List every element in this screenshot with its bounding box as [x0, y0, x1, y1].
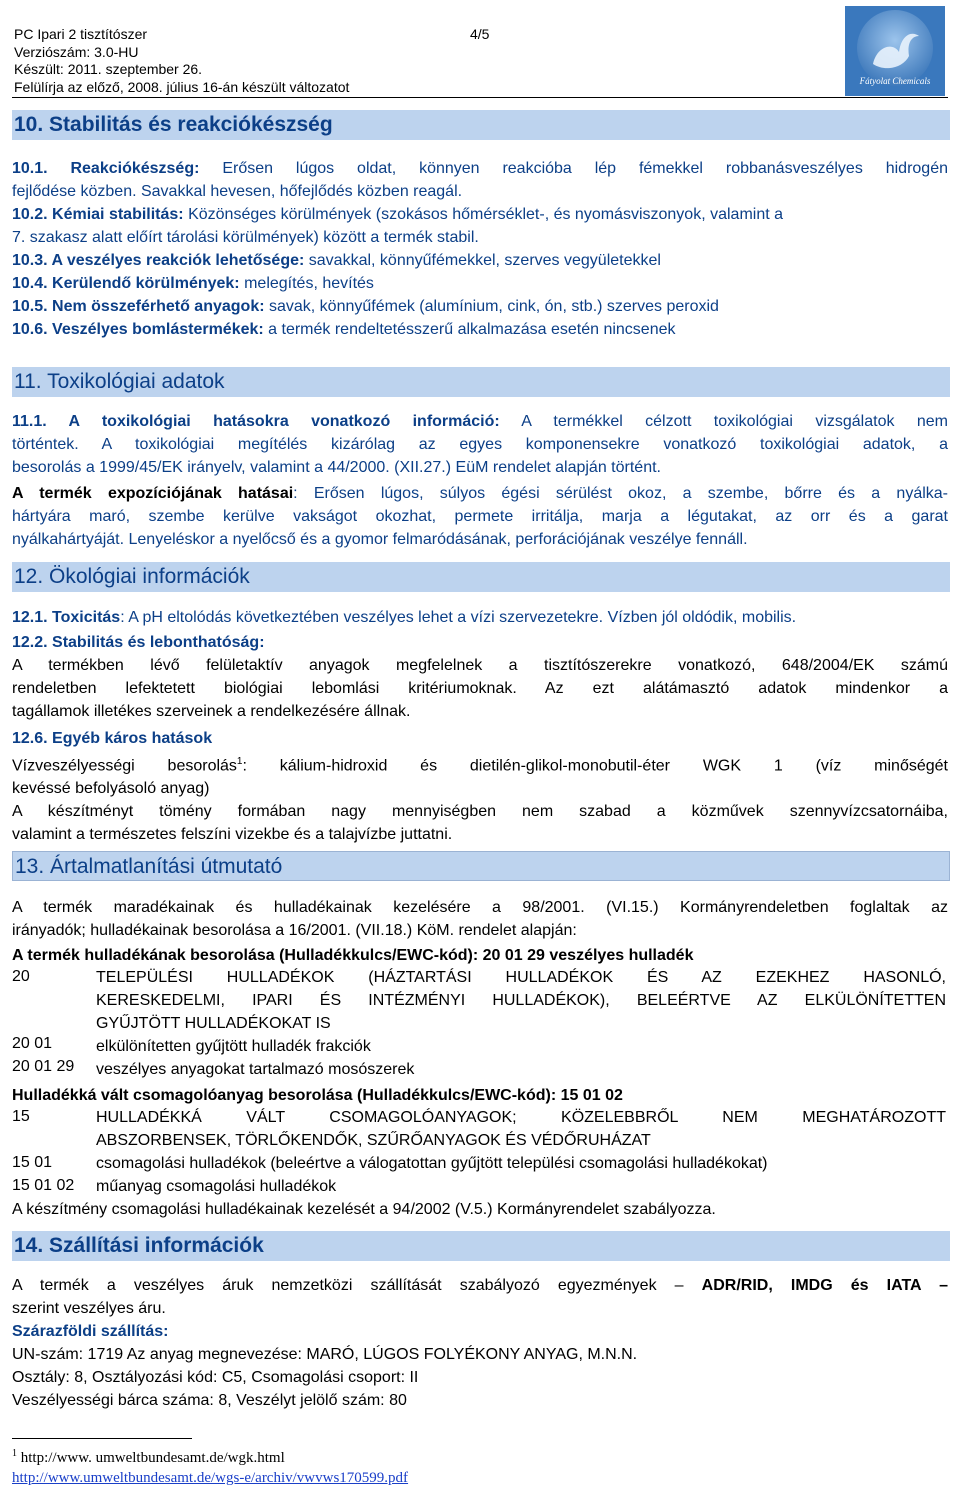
waste-desc-200129: veszélyes anyagokat tartalmazó mosószerek — [96, 1061, 415, 1078]
waste-code-200129: 20 01 29 — [12, 1058, 75, 1075]
created-date: Készült: 2011. szeptember 26. — [14, 61, 203, 77]
product-name: PC Ipari 2 tisztítószer — [14, 26, 148, 42]
section-11-body: 11.1. A toxikológiai hatásokra vonatkozó információ: A termékkel célzott toxikológiai vizsgálatok nem történtek. A toxikológiai megítélés kizárólag az egyes komponensekre vonatkozó toxikológiai adatok, a besorolás a 1999/45/EK irányelv, valamint a 44/2000. (XII.27.) EüM rendelet alapján történt. A termék expozíciójának hatásai: Erősen lúgos, súlyos égési sérülést okoz, a szembe, bőrre és a nyálka- hártyára maró, szembe kerülve vakságot okozhat, permete irritálja, marja a légutakat, az orr és a garat nyálkahártyáját. Lenyeléskor a nyelőcső és a gyomor felmaródásának, perforációjának veszélye fennáll. — [12, 413, 949, 548]
pack-code-1501: 15 01 — [12, 1154, 53, 1171]
pack-desc-15: HULLADÉKKÁ VÁLT CSOMAGOLÓANYAGOK; KÖZELEBBRŐL NEM MEGHATÁROZOTT ABSZORBENSEK, TÖRLŐKENDŐK, SZŰRŐANYAGOK ÉS VÉDŐRUHÁZAT — [96, 1109, 946, 1149]
version-number: Verziószám: 3.0-HU — [14, 43, 139, 60]
waste-code-20: 20 — [12, 968, 30, 985]
footnote-link-anchor[interactable]: http://www.umweltbundesamt.de/wgs-e/archiv/vwvws170599.pdf — [12, 1470, 409, 1486]
section-14-heading: 14. Szállítási információk — [12, 1231, 950, 1261]
logo-text: Fátyolat Chemicals — [859, 76, 931, 86]
pack-desc-150102: műanyag csomagolási hulladékok — [96, 1178, 337, 1195]
section-10-body: 10.1. Reakciókészség: Erősen lúgos oldat, könnyen reakcióba lép fémekkel robbanásveszélyes hidrogén fejlődése közben. Savakkal hevesen, hőfejlődés közben reagál. 10.2. Kémiai stabilitás: Közönséges körülmények (szokásos hőmérséklet-, és nyomásviszonyok, valamint a 7. szakasz alatt előírt tárolási körülmények) között a termék stabil. 10.3. A veszélyes reakciók lehetősége: savakkal, könnyűfémekkel, szerves vegyületekkel 10.4. Kerülendő körülmények: melegítés, hevítés 10.5. Nem összeférhető anyagok: savak, könnyűfémek (alumínium, cink, ón, stb.) szerves peroxid 10.6. Veszélyes bomlástermékek: a termék rendeltetésszerű alkalmazása esetén nincsenek — [12, 160, 948, 338]
footnote-link[interactable] — [12, 1470, 408, 1487]
pack-code-150102: 15 01 02 — [12, 1177, 75, 1194]
section-12-heading: 12. Ökológiai információk — [12, 562, 950, 592]
section-11-heading: 11. Toxikológiai adatok — [12, 367, 950, 397]
footnote-divider — [12, 1438, 192, 1439]
page-number: 4/5 — [470, 26, 490, 42]
section-10-heading: 10. Stabilitás és reakciókészség — [12, 110, 950, 140]
waste-desc-20: TELEPÜLÉSI HULLADÉKOK (HÁZTARTÁSI HULLADÉKOK ÉS AZ EZEKHEZ HASONLÓ, KERESKEDELMI, IPARI ÉS INTÉZMÉNYI HULLADÉKOK), BELEÉRTVE AZ ELKÜLÖNÍTETTEN GYŰJTÖTT HULLADÉKOKAT IS — [96, 969, 946, 1032]
section-13-intro: A termék maradékainak és hulladékainak kezelésére a 98/2001. (VI.15.) Kormányrendeletben foglaltak az irányadók; hulladékainak besorolása a 16/2001. (VII.18.) KöM. rendelet alapján: A termék hulladékának besorolása (Hulladékkulcs/EWC-kód): 20 01 29 veszélyes hulladék — [12, 899, 948, 964]
header-divider — [12, 97, 948, 98]
section-12-body: 12.1. Toxicitás: A pH eltolódás következtében veszélyes lehet a vízi szervezetekre. Vízben jól oldódik, mobilis. 12.2. Stabilitás és lebonthatóság: A termékben lévő felületaktív anyagok megfelelnek a tisztítószerekre vonatkozó, 648/2004/EK számú rendeletben lefektetett biológiai lebomlási kritériumoknak. Az ezt alátámasztó adatok mindenkor a tagállamok illetékes szerveinek a rendelkezésére állnak. 12.6. Egyéb káros hatások Vízveszélyességi besorolás$^1$: kálium-hidroxid és dietilén-glikol-monobutil-éter WGK 1 (víz minőségét kevéssé befolyásoló anyag) A készítményt tömény formában nagy mennyiségben nem szabad a közművek szennyvízcsatornáiba, valamint a természetes felszíni vizekbe és a talajvízbe juttatni. — [12, 609, 948, 844]
company-logo — [845, 6, 945, 96]
section-14-body: A termék a veszélyes áruk nemzetközi szállítását szabályozó egyezmények – ADR/RID, IMDG és IATA – szerint veszélyes áru. Szárazföldi szállítás: UN-szám: 1719 Az anyag megnevezése: MARÓ, LÚGOS FOLYÉKONY ANYAG, M.N.N. Osztály: 8, Osztályozási kód: C5, Csomagolási csoport: II Veszélyességi bárca száma: 8, Veszélyt jelölő szám: 80 — [12, 1277, 948, 1409]
section-13-heading: 13. Ártalmatlanítási útmutató — [12, 851, 950, 881]
pack-code-15: 15 — [12, 1108, 30, 1125]
waste-code-2001: 20 01 — [12, 1035, 53, 1052]
footnote-text: $^1$ http://www. umweltbundesamt.de/wgk.html — [12, 1448, 285, 1466]
waste-desc-2001: elkülönítetten gyűjtött hulladék frakciók — [96, 1038, 371, 1055]
pack-desc-1501: csomagolási hulladékok (beleértve a válogatottan gyűjtött települési csomagolási hulladékokat) — [96, 1155, 768, 1172]
packaging-regulation: A készítmény csomagolási hulladékainak kezelését a 94/2002 (V.5.) Kormányrendelet szabályozza. — [12, 1201, 716, 1218]
packaging-heading: Hulladékká vált csomagolóanyag besorolása (Hulladékkulcs/EWC-kód): 15 01 02 — [12, 1087, 623, 1104]
document-header — [14, 26, 349, 96]
supersedes-note: Felülírja az előző, 2008. július 16-án készült változatot — [14, 78, 350, 95]
